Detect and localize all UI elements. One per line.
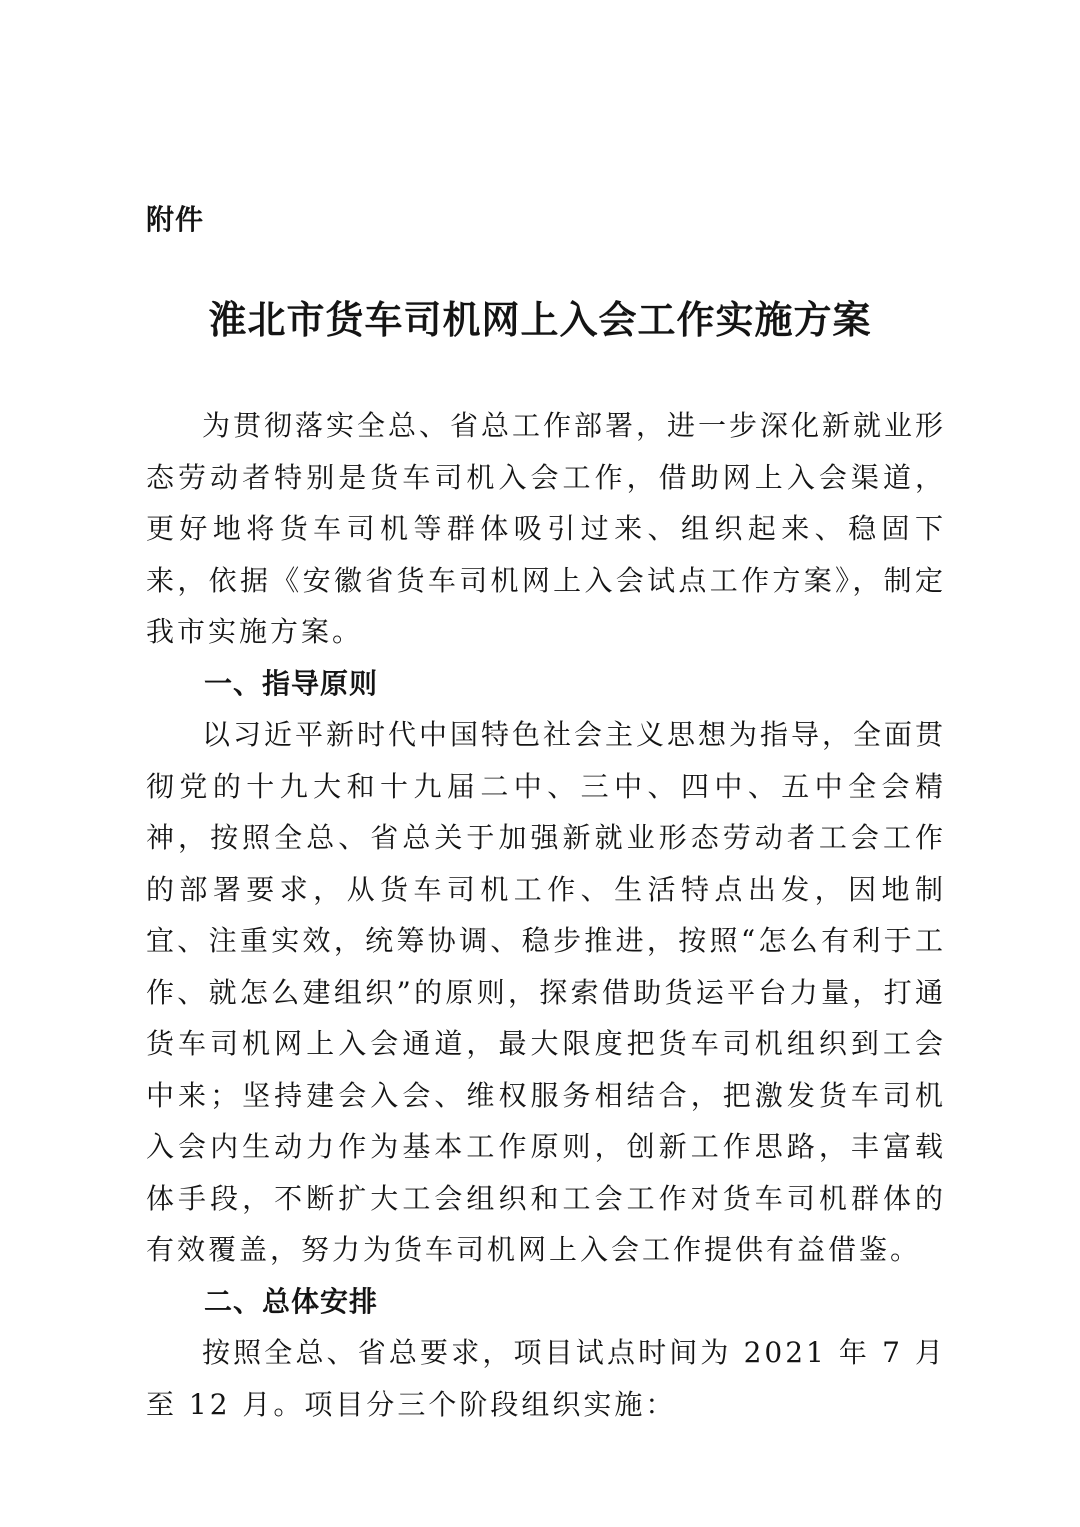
section-heading-overall-arrangement: 二、总体安排: [204, 1284, 379, 1318]
guiding-principles-paragraph: 以习近平新时代中国特色社会主义思想为指导，全面贯彻党的十九大和十九届二中、三中、四中、五中全会精神，按照全总、省总关于加强新就业形态劳动者工会工作的部署要求，从货车司机工作、生活特点出发，因地制宜、注重实效，统筹协调、稳步推进，按照“怎么有利于工作、就怎么建组织”的原则，探索借助货运平台力量，打通货车司机网上入会通道，最大限度把货车司机组织到工会中来；坚持建会入会、维权服务相结合，把激发货车司机入会内生动力作为基本工作原则，创新工作思路，丰富载体手段，不断扩大工会组织和工会工作对货车司机群体的有效覆盖，努力为货车司机网上入会工作提供有益借鉴。: [146, 718, 947, 1266]
attachment-label: 附件: [146, 203, 205, 236]
document-title: 淮北市货车司机网上入会工作实施方案: [208, 297, 872, 342]
overall-arrangement-paragraph: 按照全总、省总要求，项目试点时间为 2021 年 7 月至 12 月。项目分三个阶段组织实施：: [146, 1336, 946, 1421]
section-heading-guiding-principles: 一、指导原则: [204, 666, 379, 700]
document-body: [146, 400, 946, 1430]
intro-paragraph: 为贯彻落实全总、省总工作部署，进一步深化新就业形态劳动者特别是货车司机入会工作，借助网上入会渠道，更好地将货车司机等群体吸引过来、组织起来、稳固下来，依据《安徽省货车司机网上入会试点工作方案》，制定我市实施方案。: [146, 409, 947, 648]
